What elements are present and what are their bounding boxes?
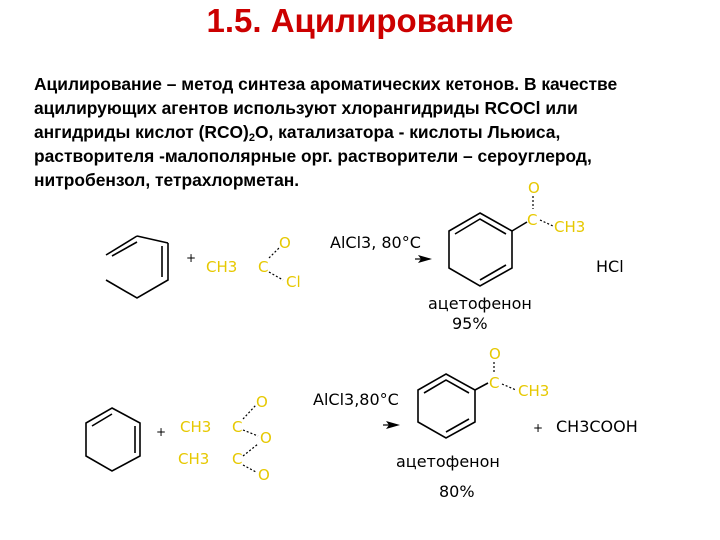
product-ring-2: [418, 374, 488, 438]
product-1-name: ацетофенон: [428, 294, 532, 313]
anhydride-methyl-bottom: CH3: [178, 450, 210, 468]
yield-1: 95%: [452, 314, 488, 333]
acetophenone-product-1: [449, 179, 585, 286]
acetyl-chloride-carbon: C: [258, 258, 269, 276]
anhydride-carbon-bottom: C: [232, 450, 243, 468]
product-2-methyl: CH3: [518, 382, 550, 400]
anhydride-oxygen-top: O: [256, 393, 268, 411]
co-bond-1: [269, 247, 280, 258]
paragraph-line-4: растворителя -малополярные орг. растворители – сероуглерод,: [34, 146, 592, 166]
product-2-carbon: C: [489, 374, 500, 392]
yield-2: 80%: [439, 482, 475, 501]
product-1-carbon: C: [527, 211, 538, 229]
conditions-2: AlCl3,80°C: [313, 390, 399, 409]
conditions-1: AlCl3, 80°C: [330, 233, 421, 252]
paragraph-line-2: ацилирующих агентов используют хлорангидриды RCOCl или: [34, 98, 578, 118]
paragraph-line-1: Ацилирование – метод синтеза ароматических кетонов. В качестве: [34, 74, 618, 94]
benzene-reactant-1: [106, 236, 168, 298]
acetyl-chloride-chlorine: Cl: [286, 273, 301, 291]
acetyl-chloride-oxygen: O: [279, 234, 291, 252]
benzene-reactant-2: [86, 408, 140, 471]
product-2-cc-bond: [502, 384, 516, 390]
product-ring-1: [449, 213, 527, 286]
product-2-name: ацетофенон: [396, 452, 500, 471]
plus-sign-3: +: [533, 421, 544, 435]
paragraph-line-5: нитробензол, тетрахлорметан.: [34, 170, 300, 190]
acetyl-chloride-methyl: CH3: [206, 258, 238, 276]
page-title: 1.5. Ацилирование: [206, 2, 514, 39]
paragraph-subscript: 2: [248, 132, 255, 144]
acetic-anhydride: [178, 393, 272, 484]
acetophenone-product-2: [418, 345, 549, 438]
product-1-oxygen: O: [528, 179, 540, 197]
byproduct-hcl: HCl: [596, 257, 624, 276]
product-1-cc-bond: [540, 220, 553, 226]
paragraph-line-3-start: ангидриды кислот (RCO): [34, 122, 249, 142]
anhydride-carbon-top: C: [232, 418, 243, 436]
arrow-2: [383, 421, 400, 429]
anhydride-bridge-oxygen: O: [260, 429, 272, 447]
acetyl-chloride: [206, 234, 301, 291]
anhydride-oxygen-bottom: O: [258, 466, 270, 484]
paragraph-line-3-end: O, катализатора - кислоты Льюиса,: [254, 122, 561, 142]
ccl-bond: [269, 272, 283, 280]
plus-sign-1: +: [186, 251, 197, 265]
byproduct-acetic-acid: CH3COOH: [556, 417, 638, 436]
anhydride-methyl-top: CH3: [180, 418, 212, 436]
product-2-oxygen: O: [489, 345, 501, 363]
product-1-methyl: CH3: [554, 218, 586, 236]
plus-sign-2: +: [156, 425, 167, 439]
arrow-1: [415, 255, 432, 263]
